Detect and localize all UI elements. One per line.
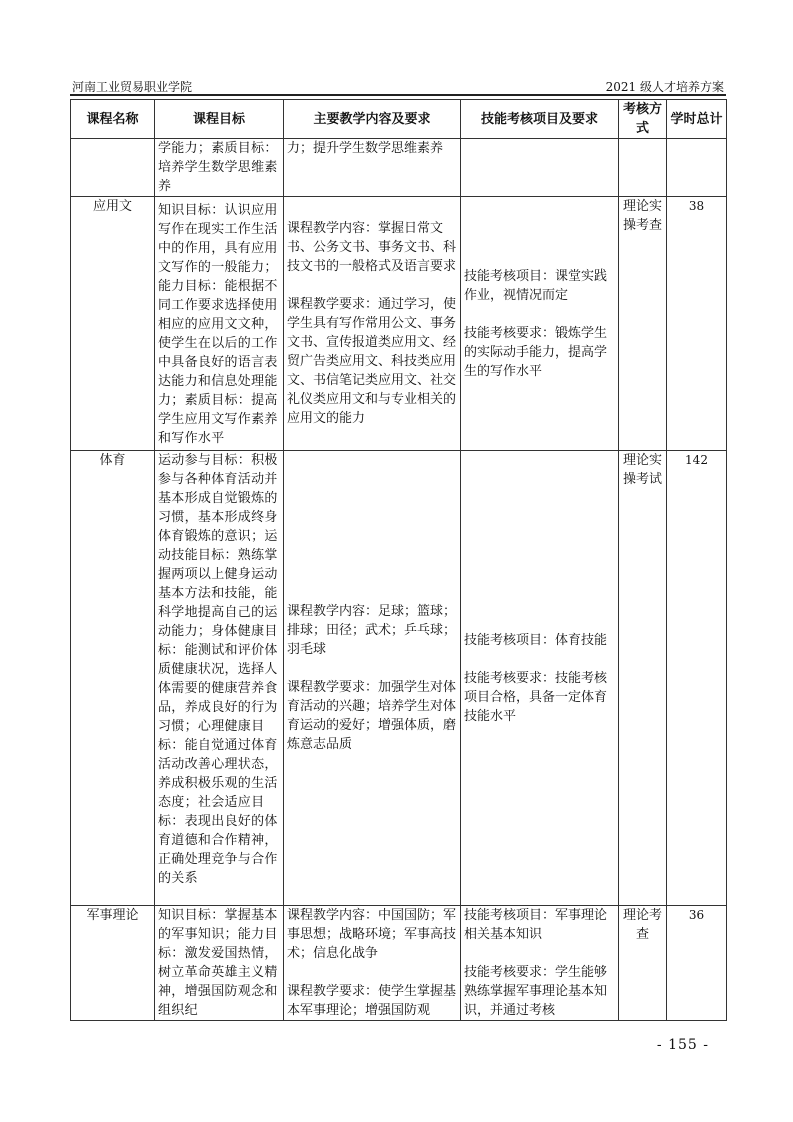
course-assessment [461,451,619,906]
course-name: 应用文 [71,197,155,451]
assessment-method: 理论实操考试 [619,451,667,906]
course-goal: 知识目标：认识应用写作在现实工作生活中的作用，具有应用文写作的一般能力；能力目标：能根据不同工作要求选择使用相应的应用文文种，使学生在以后的工作中具备良好的语言表达能力和信息处理能力；素质目标：提高学生应用文写作素养和写作水平 [155,197,284,451]
total-hours: 36 [667,906,727,1021]
total-hours [667,139,727,197]
content-text: 课程教学内容：掌握日常文书、公务文书、事务文书、科技文书的一般格式及语言要求 [287,221,457,274]
course-goal: 学能力；素质目标：培养学生数学思维素养 [155,139,284,197]
assessment-method: 理论考查 [619,906,667,1021]
course-name: 军事理论 [71,906,155,1021]
assessment-method [619,139,667,197]
assessment-method: 理论实操考查 [619,197,667,451]
requirement-text: 课程教学要求：通过学习，使学生具有写作常用公文、事务文书、宣传报道类应用文、经贸广告类应用文、科技类应用文、书信笔记类应用文、社交礼仪类应用文和与专业相关的应用文的能力 [287,297,457,426]
document-title: 2021 级人才培养方案 [605,80,724,94]
course-content [284,139,461,197]
table-header-row [71,100,727,139]
course-name [71,139,155,197]
assessment-requirement: 技能考核要求：学生能够熟练掌握军事理论基本知识，并通过考核 [464,965,608,1018]
course-goal: 运动参与目标：积极参与各种体育活动并基本形成自觉锻炼的习惯，基本形成终身体育锻炼的意识；运动技能目标：熟练掌握两项以上健身运动基本方法和技能，能科学地提高自己的运动能力；身体健康目标：能测试和评价体质健康状况，选择人体需要的健康营养食品，养成良好的行为习惯；心理健康目标：能自觉通过体育活动改善心理状态，养成积极乐观的生活态度；社会适应目标：表现出良好的体育道德和合作精神，正确处理竞争与合作的关系 [155,451,284,906]
table-row [71,906,727,1021]
column-header-goal: 课程目标 [155,100,284,139]
column-header-method: 考核方式 [619,100,667,139]
requirement-text: 课程教学要求：加强学生对体育活动的兴趣；培养学生对体育运动的爱好；增强体质，磨炼意志品质 [287,680,457,752]
table-row [71,139,727,197]
curriculum-table [70,99,727,1021]
course-content [284,906,461,1021]
table-row [71,197,727,451]
header-rule [70,94,726,96]
course-assessment [461,197,619,451]
column-header-content: 主要教学内容及要求 [284,100,461,139]
assessment-item: 技能考核项目：体育技能 [464,632,608,648]
column-header-name: 课程名称 [71,100,155,139]
course-assessment [461,906,619,1021]
requirement-text: 课程教学要求：使学生掌握基本军事理论；增强国防观 [287,984,457,1018]
course-goal [155,906,284,1021]
course-assessment [461,139,619,197]
assessment-clip [464,906,615,1020]
column-header-assessment: 技能考核项目及要求 [461,100,619,139]
course-name: 体育 [71,451,155,906]
goal-text: 知识目标：掌握基本的军事知识；能力目标：激发爱国热情，树立革命英雄主义精神，增强国防观念和组织纪 [158,908,278,1018]
page-header [70,76,726,96]
table-row [71,451,727,906]
page-number: - 155 - [656,1037,709,1053]
total-hours: 142 [667,451,727,906]
assessment-item: 技能考核项目：课堂实践作业，视情况而定 [464,268,608,303]
assessment-item: 技能考核项目：军事理论相关基本知识 [464,908,608,942]
assessment-requirement: 技能考核要求：锻炼学生的实际动手能力，提高学生的写作水平 [464,325,608,379]
assessment-requirement: 技能考核要求：技能考核项目合格，具备一定体育技能水平 [464,670,608,724]
total-hours: 38 [667,197,727,451]
content-text: 课程教学内容：中国国防；军事思想；战略环境；军事高技术；信息化战争 [287,908,457,961]
column-header-hours: 学时总计 [667,100,727,139]
course-content [284,197,461,451]
course-content [284,451,461,906]
institution-name: 河南工业贸易职业学院 [72,80,193,94]
content-text: 课程教学内容：足球；篮球；排球；田径；武术；乒乓球；羽毛球 [287,604,457,657]
content-clip [287,906,457,1020]
content-text: 力；提升学生数学思维素养 [287,141,444,156]
